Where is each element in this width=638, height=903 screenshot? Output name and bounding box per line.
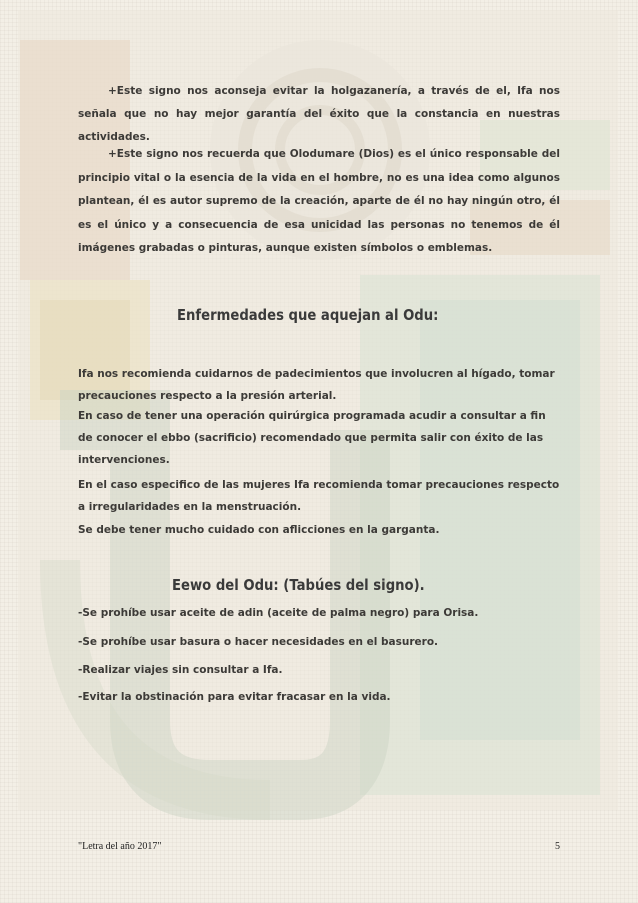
- list-item: Ifa nos recomienda cuidarnos de padecimientos que involucren al hígado, tomar precauciones respecto a la presión arterial.: [78, 368, 555, 402]
- page-number: 5: [555, 841, 560, 852]
- list-item: -Realizar viajes sin consultar a Ifa.: [78, 664, 283, 676]
- list-item: Se debe tener mucho cuidado con aflicciones en la garganta.: [78, 524, 440, 536]
- list-item: -Se prohíbe usar basura o hacer necesidades en el basurero.: [78, 636, 439, 648]
- list-item: En el caso especifico de las mujeres Ifa recomienda tomar precauciones respecto a irregularidades en la menstruación.: [78, 479, 560, 513]
- list-item: -Se prohíbe usar aceite de adin (aceite de palma negro) para Orisa.: [78, 607, 479, 619]
- section-title-enfermedades: Enfermedades que aquejan al Odu:: [177, 306, 439, 324]
- footer-title: "Letra del año 2017": [78, 841, 162, 852]
- paragraph-olodumare: +Este signo nos recuerda que Olodumare (Dios) es el único responsable del principio vital o la esencia de la vida en el hombre, no es una idea como algunos plantean, él es autor supremo de la creación, aparte de él no hay ningún otro, él es el único y a consecuencia de esa unicidad las personas no tenemos de él imágenes grabadas o pinturas, aunque existen símbolos o emblemas.: [78, 148, 560, 254]
- list-item: -Evitar la obstinación para evitar fracasar en la vida.: [78, 691, 391, 703]
- list-item: En caso de tener una operación quirúrgica programada acudir a consultar a fin de conocer el ebbo (sacrificio) recomendado que permita salir con éxito de las intervenciones.: [78, 410, 546, 466]
- paragraph-holgazaneria: +Este signo nos aconseja evitar la holgazanería, a través de el, Ifa nos señala que no hay mejor garantía del éxito que la constancia en nuestras actividades.: [78, 85, 560, 143]
- section-title-eewo: Eewo del Odu: (Tabúes del signo).: [172, 576, 425, 594]
